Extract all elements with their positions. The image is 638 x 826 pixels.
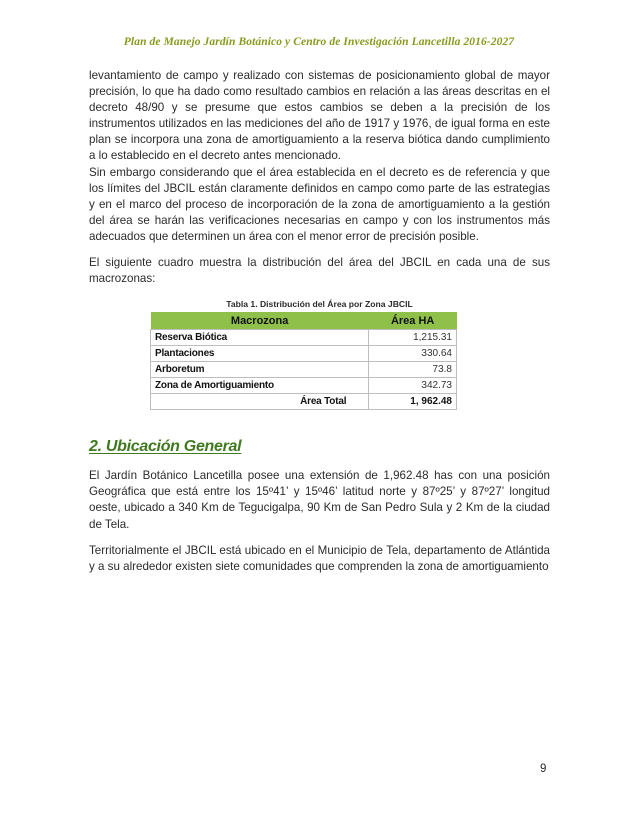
page-number: 9 bbox=[540, 763, 547, 775]
header-macrozona: Macrozona bbox=[151, 312, 369, 330]
row-zone-name: Arboretum bbox=[151, 362, 369, 378]
row-zone-name: Plantaciones bbox=[151, 346, 369, 362]
row-zone-area: 330.64 bbox=[369, 346, 457, 362]
row-zone-name: Reserva Biótica bbox=[151, 330, 369, 346]
paragraph-table-intro: El siguiente cuadro muestra la distribución del área del JBCIL en cada una de sus macrozonas: bbox=[89, 256, 550, 286]
area-distribution-table bbox=[150, 312, 457, 410]
page-body bbox=[89, 68, 550, 575]
total-area: 1, 962.48 bbox=[369, 394, 457, 410]
table-caption: Tabla 1. Distribución del Área por Zona JBCIL bbox=[226, 299, 413, 310]
row-zone-name: Zona de Amortiguamiento bbox=[151, 378, 369, 394]
row-zone-area: 342.73 bbox=[369, 378, 457, 394]
table-total-row bbox=[151, 394, 457, 410]
table-row bbox=[151, 346, 457, 362]
table-row bbox=[151, 330, 457, 346]
total-label: Área Total bbox=[151, 394, 369, 410]
section-heading: 2. Ubicación General bbox=[89, 438, 242, 456]
paragraph-limits: Sin embargo considerando que el área establecida en el decreto es de referencia y que los límites del JBCIL están claramente definidos en campo como parte de las estrategias y en el marco del proceso de incorporación de la zona de amortiguamiento a la gestión del área se harán las verificaciones necesarias en campo y con los instrumentos más adecuados que determinen un área con el menor error de precisión posible. bbox=[89, 165, 550, 243]
header-area: Área HA bbox=[369, 312, 457, 330]
paragraph-territory: Territorialmente el JBCIL está ubicado en el Municipio de Tela, departamento de Atlántida y a su alrededor existen siete comunidades que comprenden la zona de amortiguamiento bbox=[89, 543, 550, 573]
row-zone-area: 1,215.31 bbox=[369, 330, 457, 346]
table-row bbox=[151, 362, 457, 378]
paragraph-location: El Jardín Botánico Lancetilla posee una extensión de 1,962.48 has con una posición Geográfica que está entre los 15º41’ y 15º46’ latitud norte y 87º25’ y 87º27’ longitud oeste, ubicado a 340 Km de Tegucigalpa, 90 Km de San Pedro Sula y 2 Km de la ciudad de Tela. bbox=[89, 469, 550, 531]
table-row bbox=[151, 378, 457, 394]
row-zone-area: 73.8 bbox=[369, 362, 457, 378]
table-header-row bbox=[151, 312, 457, 330]
running-header: Plan de Manejo Jardín Botánico y Centro de Investigación Lancetilla 2016-2027 bbox=[123, 36, 515, 48]
paragraph-survey: levantamiento de campo y realizado con sistemas de posicionamiento global de mayor precisión, lo que ha dado como resultado cambios en relación a las áreas descritas en el decreto 48/90 y se presume que estos cambios se deben a la precisión de los instrumentos utilizados en las mediciones del año de 1917 y 1976, de igual forma en este plan se incorpora una zona de amortiguamiento a la reserva biótica dando cumplimiento a lo establecido en el decreto antes mencionado. bbox=[89, 69, 550, 163]
